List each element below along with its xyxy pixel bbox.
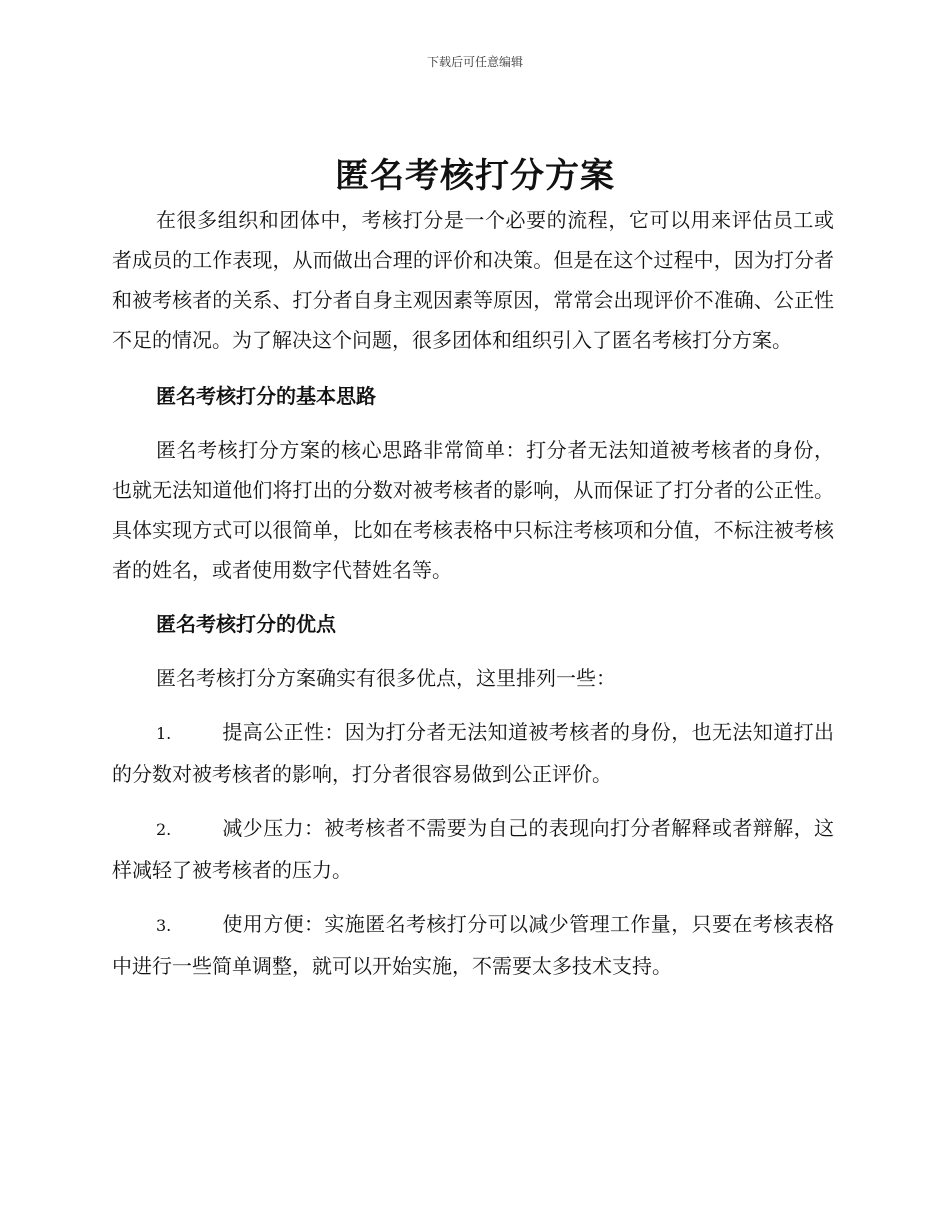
- document-title: 匿名考核打分方案: [335, 156, 615, 196]
- list-item-number: 3.: [156, 916, 172, 935]
- section-body-basic-idea: 匿名考核打分方案的核心思路非常简单：打分者无法知道被考核者的身份，也就无法知道他们将打出的分数对被考核者的影响，从而保证了打分者的公正性。具体实现方式可以很简单，比如在考核表格中只标注考核项和分值，不标注被考核者的姓名，或者使用数字代替姓名等。: [112, 438, 834, 582]
- advantages-lead-paragraph: 匿名考核打分方案确实有很多优点，这里排列一些：: [156, 666, 616, 690]
- list-item: [112, 904, 834, 986]
- list-item: [112, 712, 834, 794]
- list-item-text: 提高公正性：因为打分者无法知道被考核者的身份，也无法知道打出的分数对被考核者的影响，打分者很容易做到公正评价。: [112, 720, 834, 786]
- header-note: 下载后可任意编辑: [426, 55, 523, 69]
- list-item-number: 2.: [156, 820, 172, 839]
- section-heading-advantages: 匿名考核打分的优点: [156, 612, 336, 636]
- list-item-text: 使用方便：实施匿名考核打分可以减少管理工作量，只要在考核表格中进行一些简单调整，就可以开始实施，不需要太多技术支持。: [112, 912, 834, 978]
- document-body: [112, 200, 834, 1000]
- intro-paragraph: 在很多组织和团体中，考核打分是一个必要的流程，它可以用来评估员工或者成员的工作表现，从而做出合理的评价和决策。但是在这个过程中，因为打分者和被考核者的关系、打分者自身主观因素等原因，常常会出现评价不准确、公正性不足的情况。为了解决这个问题，很多团体和组织引入了匿名考核打分方案。: [112, 208, 834, 352]
- list-item: [112, 808, 834, 890]
- list-item-text: 减少压力：被考核者不需要为自己的表现向打分者解释或者辩解，这样减轻了被考核者的压力。: [112, 816, 834, 882]
- section-heading-basic-idea: 匿名考核打分的基本思路: [156, 384, 376, 408]
- list-item-number: 1.: [156, 724, 172, 743]
